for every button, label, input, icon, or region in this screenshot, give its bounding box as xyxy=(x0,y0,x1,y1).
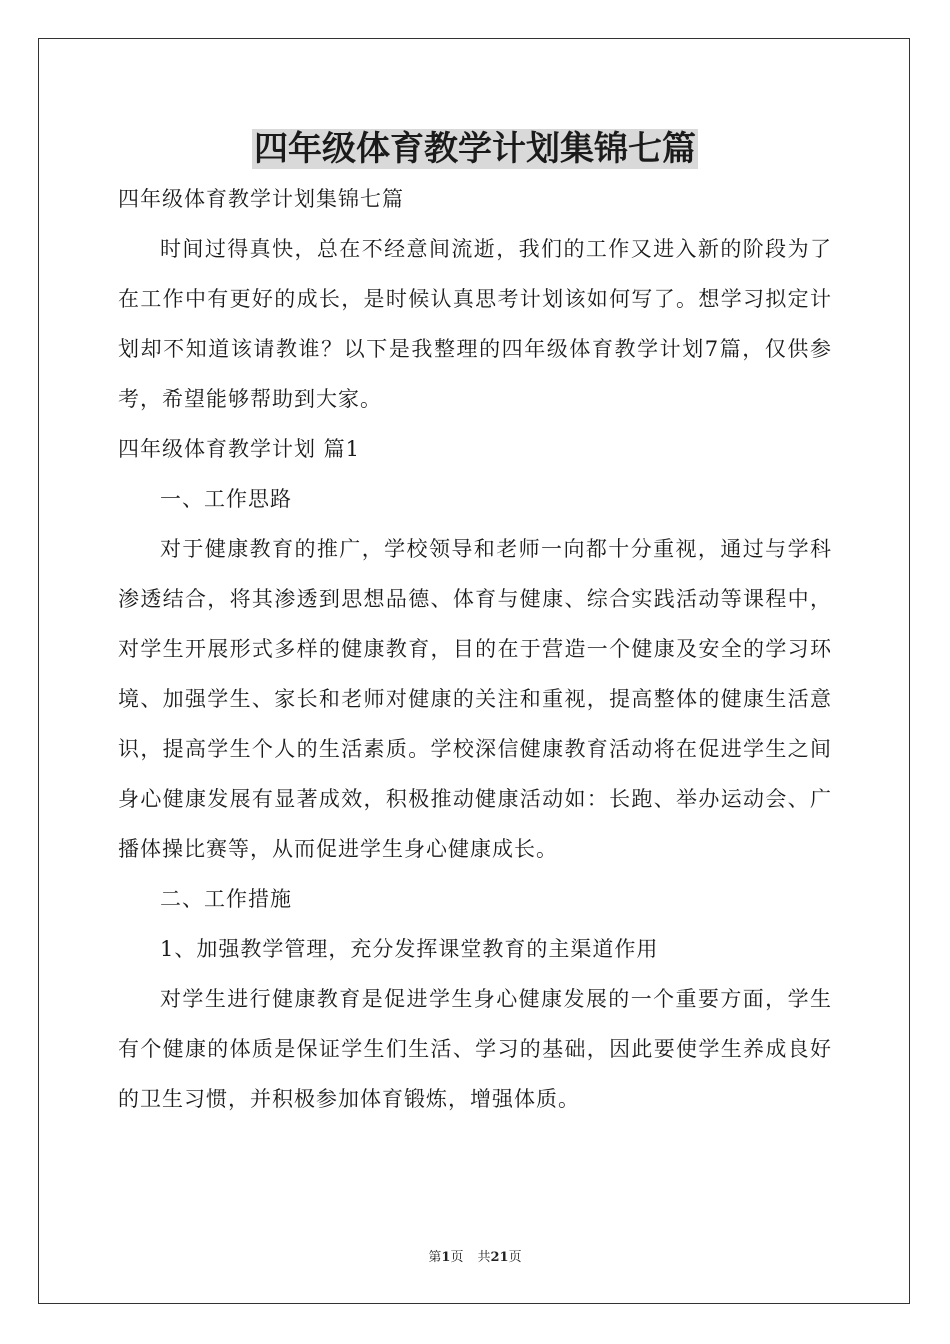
footer-total-pages: 21 xyxy=(490,1250,509,1265)
paragraph-subtitle: 四年级体育教学计划集锦七篇 xyxy=(118,187,404,211)
footer-total-suffix: 页 xyxy=(508,1250,522,1265)
document-title xyxy=(0,126,950,172)
heading-measure-1: 1、加强教学管理，充分发挥课堂教育的主渠道作用 xyxy=(160,937,659,961)
page-footer xyxy=(0,1246,950,1265)
paragraph-work-ideas: 对于健康教育的推广，学校领导和老师一向都十分重视，通过与学科渗透结合，将其渗透到思想品德、体育与健康、综合实践活动等课程中，对学生开展形式多样的健康教育，目的在于营造一个健康及安全的学习环境、加强学生、家长和老师对健康的关注和重视，提高整体的健康生活意识，提高学生个人的生活素质。学校深信健康教育活动将在促进学生之间身心健康发展有显著成效，积极推动健康活动如：长跑、举办运动会、广播体操比赛等，从而促进学生身心健康成长。 xyxy=(118,537,832,861)
footer-page-prefix: 第 xyxy=(428,1250,442,1265)
footer-total-prefix: 共 xyxy=(477,1250,491,1265)
footer-page-suffix: 页 xyxy=(450,1250,464,1265)
heading-work-measures: 二、工作措施 xyxy=(160,887,292,911)
section-heading-plan-1: 四年级体育教学计划 篇1 xyxy=(118,437,361,461)
footer-page-number: 1 xyxy=(441,1250,451,1265)
document-title-text: 四年级体育教学计划集锦七篇 xyxy=(254,129,696,169)
document-body xyxy=(118,174,832,1124)
heading-work-ideas: 一、工作思路 xyxy=(160,487,292,511)
paragraph-measure-1: 对学生进行健康教育是促进学生身心健康发展的一个重要方面，学生有个健康的体质是保证学生们生活、学习的基础，因此要使学生养成良好的卫生习惯，并积极参加体育锻炼，增强体质。 xyxy=(118,987,832,1111)
paragraph-intro: 时间过得真快，总在不经意间流逝，我们的工作又进入新的阶段为了在工作中有更好的成长，是时候认真思考计划该如何写了。想学习拟定计划却不知道该请教谁？以下是我整理的四年级体育教学计划7篇，仅供参考，希望能够帮助到大家。 xyxy=(118,237,832,411)
